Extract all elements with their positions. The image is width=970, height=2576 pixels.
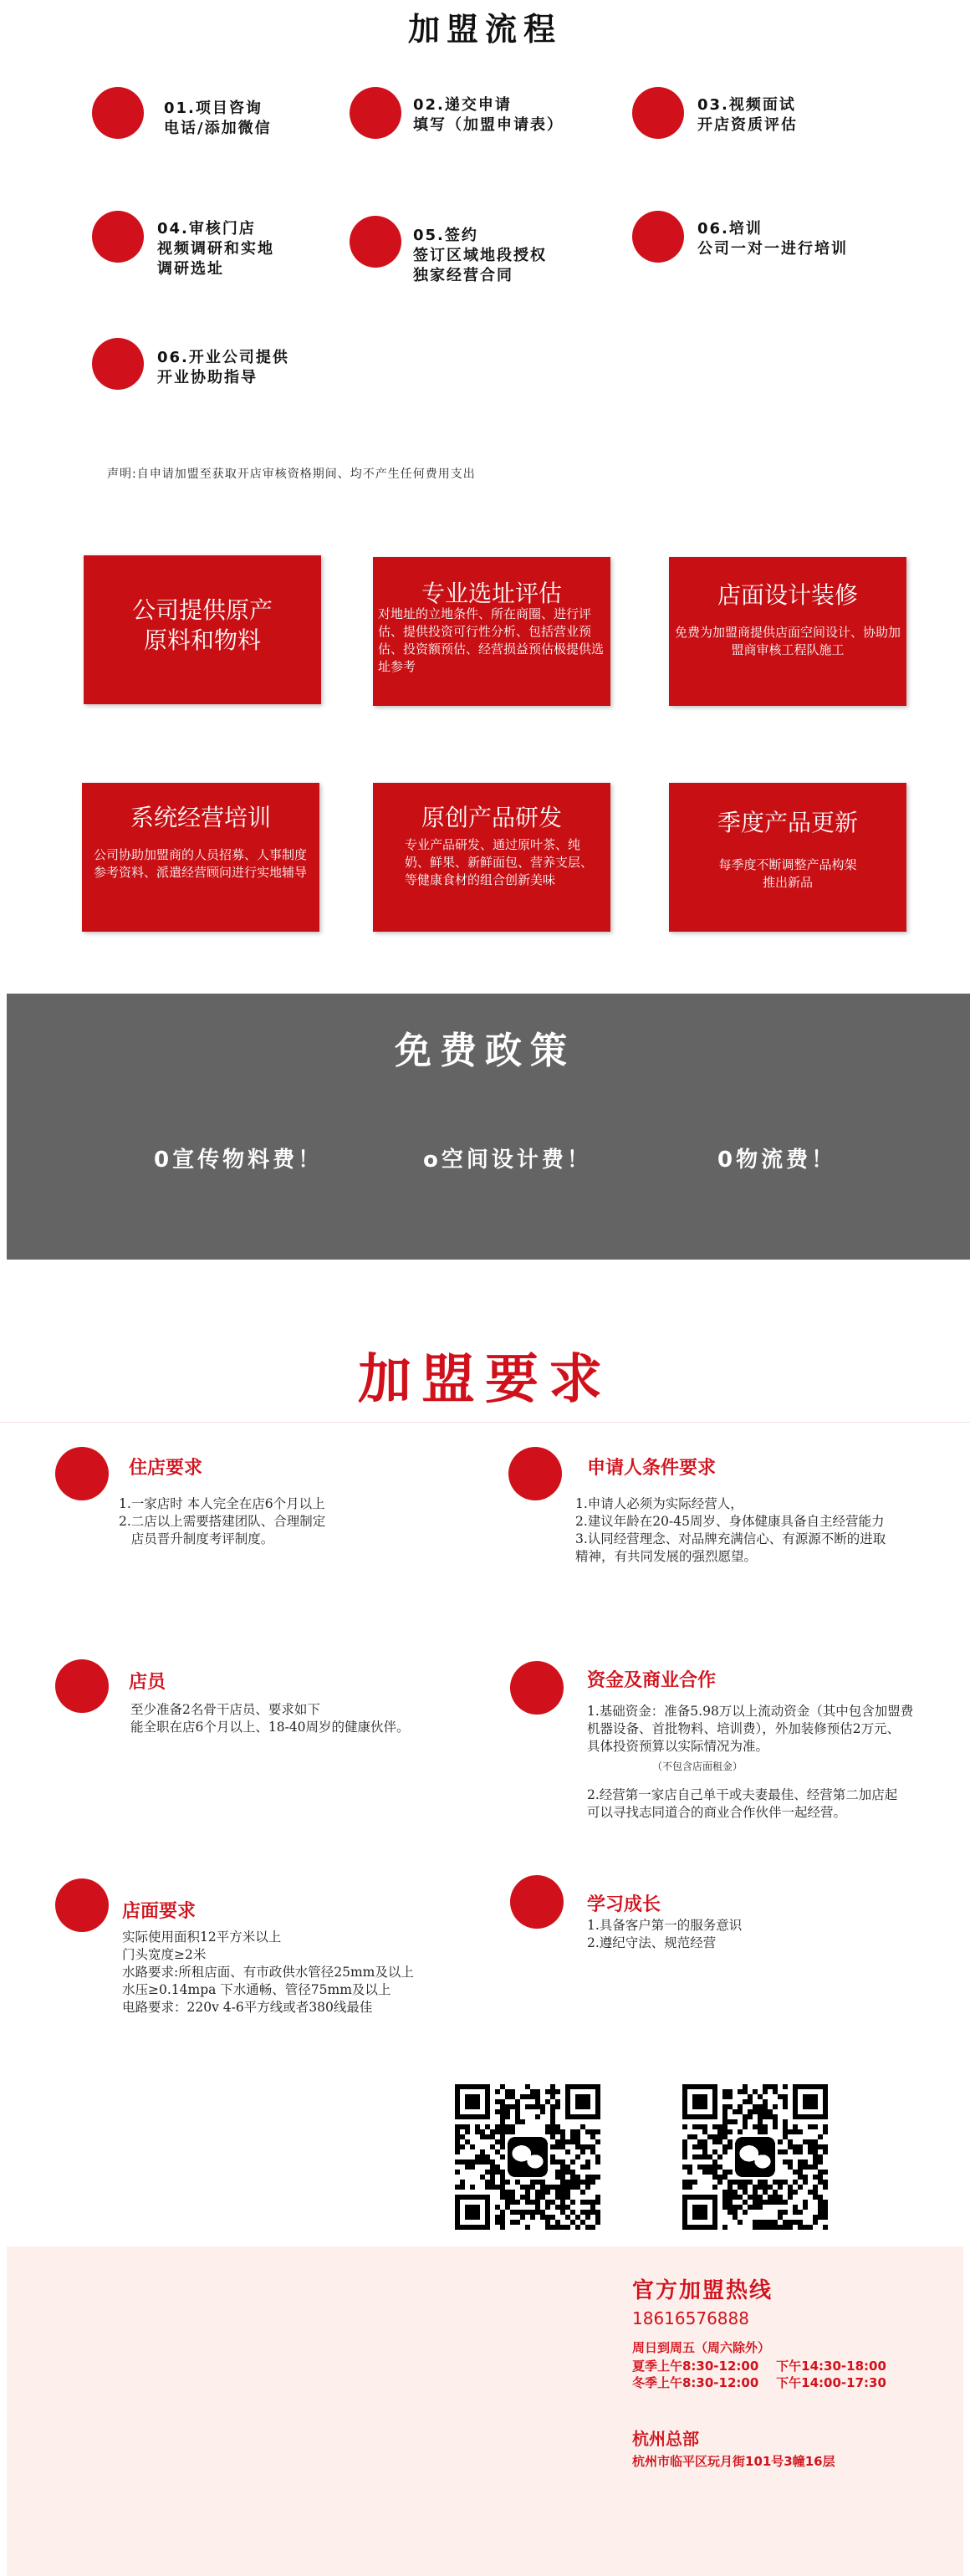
req-body-applicant: 1.申请人必须为实际经营人， 2.建议年龄在20-45周岁、身体健康具备自主经营能力 3.认同经营理念、对品牌充满信心、有源源不断的进取 精神，有共同发展的强烈愿望。 (575, 1496, 886, 1564)
req-body-store-space: 实际使用面积12平方米以上 门头宽度≥2米 水路要求:所租店面、有市政供水管径25mm及以上 水压≥0.14mpa 下水通畅、管径75mm及以上 电路要求：220v 4-6平方线或者380线最佳 (122, 1929, 414, 2015)
req-rent-note: （不包含店面租金） (652, 1761, 743, 1772)
req-dot-capital (510, 1661, 564, 1715)
hq-address: 杭州市临平区玩月街101号3幢16层 (632, 2454, 835, 2469)
req-title-store-space: 店面要求 (122, 1901, 197, 1922)
req-dot-store-stay (55, 1447, 109, 1500)
support-box-product-rd: 原创产品研发 专业产品研发、通过原叶茶、纯奶、鲜果、新鲜面包、营养支层、等健康食材的组合创新美味 (373, 783, 610, 932)
step-6: 06.培训 公司一对一进行培训 (697, 220, 848, 258)
step-dot-1 (92, 87, 144, 139)
contact-panel (7, 2246, 963, 2576)
qr-code-icon (674, 2084, 836, 2230)
req-dot-learning (510, 1875, 564, 1929)
req-body-cooperation: 2.经营第一家店自己单干或夫妻最佳、经营第二加店起 可以寻找志同道合的商业合作伙伴一起经营。 (587, 1787, 898, 1820)
req-body-staff: 至少准备2名骨干店员、要求如下 能全职在店6个月以上、18-40周岁的健康伙伴。 (130, 1702, 410, 1735)
req-title-staff: 店员 (129, 1672, 166, 1693)
step-dot-6 (632, 211, 684, 263)
req-title-store-stay: 住店要求 (129, 1458, 203, 1479)
req-body-capital: 1.基础资金：准备5.98万以上流动资金（其中包含加盟费 机器设备、首批物料、培训费），外加装修预估2万元、 具体投资预算以实际情况为准。 (587, 1704, 914, 1754)
support-box-training: 系统经营培训 公司协助加盟商的人员招募、人事制度参考资料、派遣经营顾问进行实地辅导 (82, 783, 319, 932)
hq-title: 杭州总部 (632, 2429, 699, 2449)
step-dot-3 (632, 87, 684, 139)
req-dot-applicant (508, 1447, 562, 1500)
req-title-applicant: 申请人条件要求 (587, 1458, 717, 1479)
office-days: 周日到周五（周六除外） (632, 2340, 771, 2355)
step-dot-5 (350, 216, 401, 268)
support-box-materials: 公司提供原产 原料和物料 (84, 555, 321, 704)
step-2: 02.递交申请 填写（加盟申请表） (413, 96, 564, 134)
free-policy-title: 免费政策 (395, 1030, 575, 1072)
hotline-title: 官方加盟热线 (632, 2278, 773, 2303)
free-item-logistics: 0物流费！ (717, 1147, 837, 1173)
step-3: 03.视频面试 开店资质评估 (697, 96, 798, 134)
support-box-seasonal-update: 季度产品更新 每季度不断调整产品构架 推出新品 (669, 783, 906, 932)
winter-hours: 冬季上午8:30-12:00 下午14:00-17:30 (632, 2375, 886, 2390)
step-dot-4 (92, 211, 144, 263)
step-dot-7 (92, 338, 144, 390)
step-5: 05.签约 签订区域地段授权 独家经营合同 (413, 227, 547, 284)
step-dot-2 (350, 87, 401, 139)
req-body-store-stay: 1.一家店时 本人完全在店6个月以上 2.二店以上需要搭建团队、合理制定 店员晋升制度考评制度。 (119, 1496, 326, 1546)
divider (0, 1422, 970, 1423)
support-box-store-design: 店面设计装修 免费为加盟商提供店面空间设计、协助加盟商审核工程队施工 (669, 557, 906, 706)
free-item-promo: 0宣传物料费！ (154, 1147, 324, 1173)
requirements-title: 加盟要求 (358, 1349, 612, 1411)
support-box-site-selection: 专业选址评估 对地址的立地条件、所在商圈、进行评估、提供投资可行性分析、包括营业预估、投资额预估、经营损益预估极提供选址参考 (373, 557, 610, 706)
summer-hours: 夏季上午8:30-12:00 下午14:30-18:00 (632, 2359, 886, 2374)
step-7: 06.开业公司提供 开业协助指导 (157, 349, 289, 386)
step-1: 01.项目咨询 电话/添加微信 (164, 100, 272, 137)
step-4: 04.审核门店 视频调研和实地 调研选址 (157, 220, 274, 278)
free-item-design: o空间设计费！ (423, 1147, 592, 1173)
process-title: 加盟流程 (407, 11, 562, 48)
req-body-learning: 1.具备客户第一的服务意识 2.遵纪守法、规范经营 (587, 1918, 743, 1950)
req-dot-store-space (55, 1878, 109, 1932)
qr-code-icon (447, 2084, 609, 2230)
req-dot-staff (55, 1659, 109, 1713)
req-title-capital: 资金及商业合作 (587, 1670, 717, 1691)
req-title-learning: 学习成长 (587, 1894, 661, 1915)
hotline-phone[interactable]: 18616576888 (632, 2308, 749, 2328)
process-notice: 声明:自申请加盟至获取开店审核资格期间、均不产生任何费用支出 (107, 468, 476, 481)
